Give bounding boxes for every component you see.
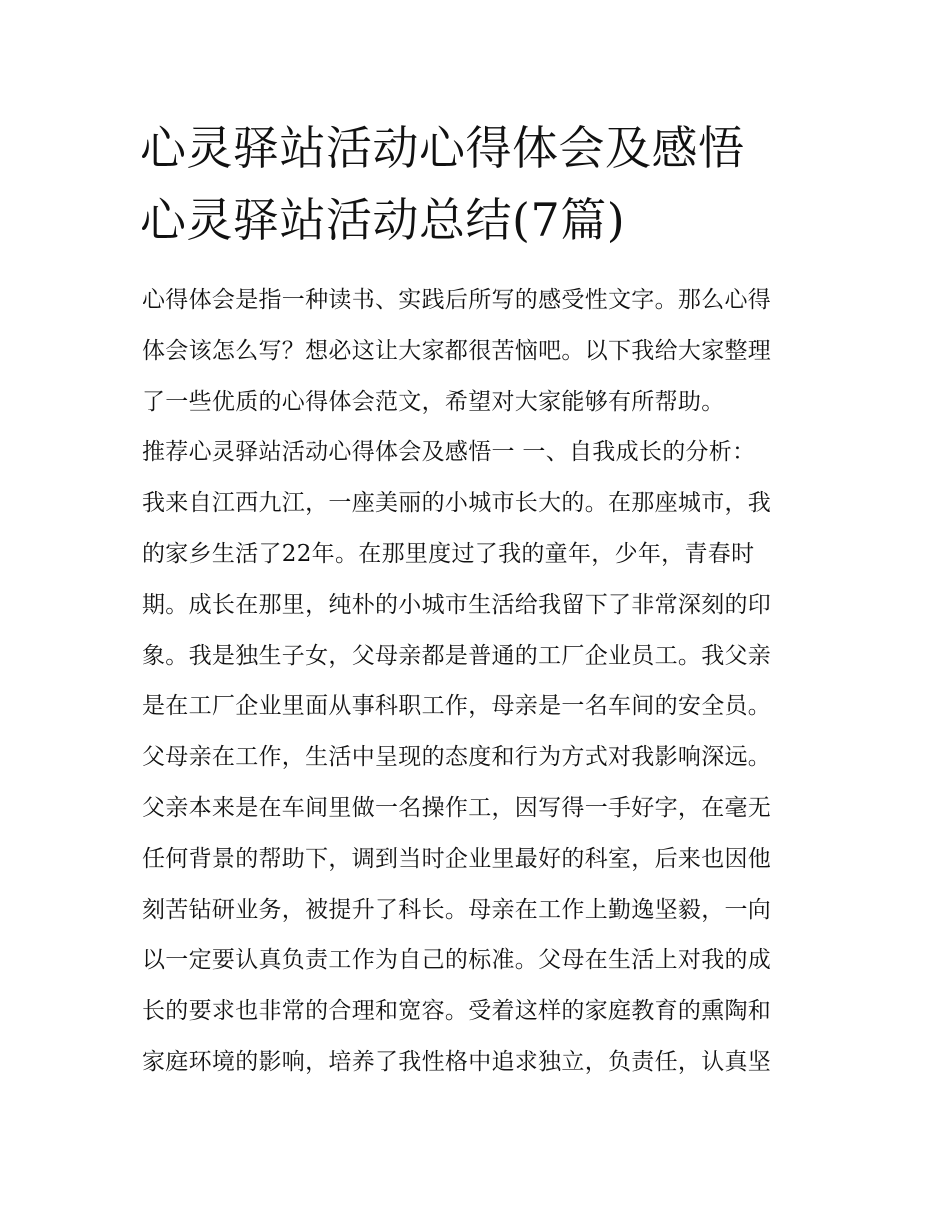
body-line: 象。我是独生子女，父母亲都是普通的工厂企业员工。我父亲 xyxy=(142,642,772,669)
body-line: 体会该怎么写？想必这让大家都很苦恼吧。以下我给大家整理 xyxy=(142,337,772,364)
title-line: 心灵驿站活动总结(7篇) xyxy=(140,193,626,247)
body-line: 了一些优质的心得体会范文，希望对大家能够有所帮助。 xyxy=(142,388,725,415)
document-title xyxy=(140,112,830,256)
body-line: 的家乡生活了22年。在那里度过了我的童年，少年，青春时 xyxy=(142,540,755,567)
body-line: 是在工厂企业里面从事科职工作，母亲是一名车间的安全员。 xyxy=(142,693,772,720)
document-body xyxy=(142,275,812,1088)
body-line: 心得体会是指一种读书、实践后所写的感受性文字。那么心得 xyxy=(142,287,772,313)
body-line: 父母亲在工作，生活中呈现的态度和行为方式对我影响深远。 xyxy=(142,744,772,771)
body-line: 以一定要认真负责工作为自己的标准。父母在生活上对我的成 xyxy=(142,947,772,974)
body-line: 我来自江西九江，一座美丽的小城市长大的。在那座城市，我 xyxy=(142,490,772,517)
body-line: 长的要求也非常的合理和宽容。受着这样的家庭教育的熏陶和 xyxy=(142,998,772,1025)
body-line: 刻苦钻研业务，被提升了科长。母亲在工作上勤逸坚毅，一向 xyxy=(142,896,772,923)
body-line: 任何背景的帮助下，调到当时企业里最好的科室，后来也因他 xyxy=(142,845,772,872)
body-line: 家庭环境的影响，培养了我性格中追求独立，负责任，认真坚 xyxy=(142,1048,772,1075)
body-line: 父亲本来是在车间里做一名操作工，因写得一手好字，在毫无 xyxy=(142,794,772,821)
body-line: 推荐心灵驿站活动心得体会及感悟一 一、自我成长的分析： xyxy=(142,439,756,466)
title-line: 心灵驿站活动心得体会及感悟 xyxy=(140,121,745,175)
body-line: 期。成长在那里，纯朴的小城市生活给我留下了非常深刻的印 xyxy=(142,591,772,618)
